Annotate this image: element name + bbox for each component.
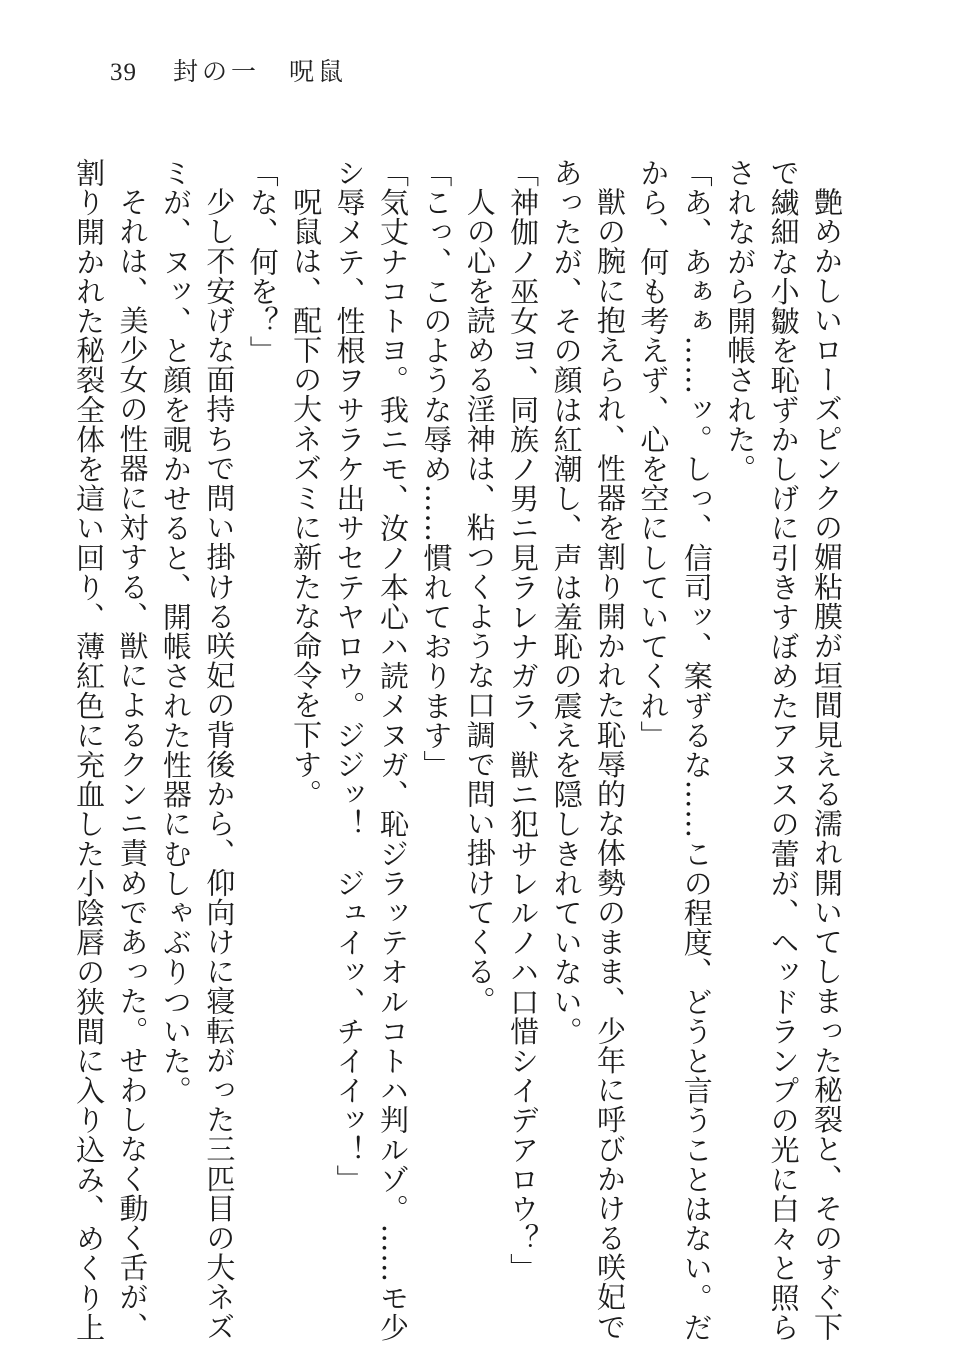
- running-head: [110, 52, 347, 88]
- text-line-16: ミが、ヌッ、と顔を覗かせると、開帳された性器にむしゃぶりついた。: [158, 158, 193, 1106]
- page-number: 39: [110, 59, 137, 86]
- text-line-11: 「気丈ナコトヨ。我ニモ、汝ノ本心ハ読メヌガ、恥ジラッテオルコトハ判ルゾ。……モ少: [375, 158, 410, 1342]
- text-line-7: あったが、その顔は紅潮し、声は羞恥の震えを隠しきれていない。: [549, 158, 584, 1046]
- text-line-17: それは、美少女の性器に対する、獣によるクンニ責めであった。せわしなく動く舌が、: [115, 187, 150, 1342]
- text-line-15: 少し不安げな面持ちで問い掛ける咲妃の背後から、仰向けに寝転がった三匹目の大ネズ: [202, 187, 237, 1342]
- text-line-9: 人の心を読める淫神は、粘つくような口調で問い掛けてくる。: [462, 187, 497, 1016]
- text-line-4: 「あ、あぁぁ……ッ。しっ、信司ッ、案ずるな……この程度、どうと言うことはない。だ: [679, 158, 714, 1342]
- text-line-12: シ辱メテ、性根ヲサラケ出サセテヤロウ。ジジッ！ ジュイッ、チイイッ！」: [332, 158, 367, 1194]
- text-line-2: で繊細な小皺を恥ずかしげに引きすぼめたアヌスの蕾が、ヘッドランプの光に白々と照ら: [766, 158, 801, 1342]
- text-line-18: 割り開かれた秘裂全体を這い回り、薄紅色に充血した小陰唇の狭間に入り込み、めくり上: [72, 158, 107, 1342]
- text-line-10: 「こっ、このような辱め……慣れております」: [419, 158, 454, 780]
- chapter-title: 封の一 呪鼠: [173, 59, 348, 86]
- text-line-6: 獣の腕に抱えられ、性器を割り開かれた恥辱的な体勢のまま、少年に呼びかける咲妃で: [592, 187, 627, 1342]
- text-line-3: されながら開帳された。: [723, 158, 758, 484]
- text-line-5: から、何も考えず、心を空にしていてくれ」: [636, 158, 671, 750]
- text-line-13: 呪鼠は、配下の大ネズミに新たな命令を下す。: [289, 187, 324, 809]
- text-line-8: 「神伽ノ巫女ヨ、同族ノ男ニ見ラレナガラ、獣ニ犯サレルノハ口惜シイデアロウ？」: [506, 158, 541, 1283]
- body-text: [67, 158, 848, 1342]
- text-line-14: 「な、何を？」: [245, 158, 280, 366]
- text-line-1: 艶めかしいローズピンクの媚粘膜が垣間見える濡れ開いてしまった秘裂と、そのすぐ下: [810, 187, 844, 1342]
